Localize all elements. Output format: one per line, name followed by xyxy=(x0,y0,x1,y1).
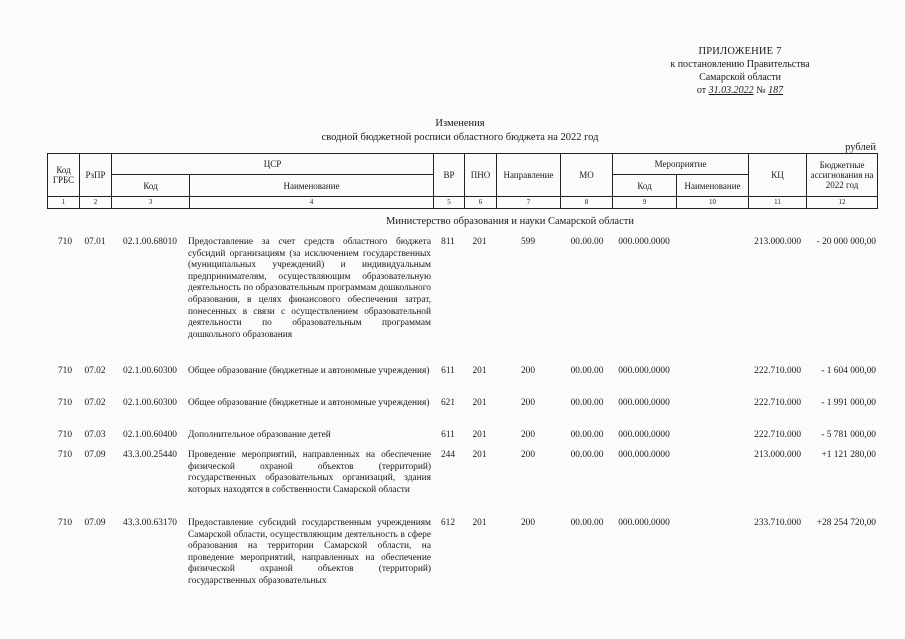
unit-label: рублей xyxy=(845,142,876,153)
column-number: 5 xyxy=(434,197,465,209)
cell-grbs: 710 xyxy=(57,237,73,247)
cell-kc: 233.710.000 xyxy=(754,518,801,528)
header-csr-name: Наименование xyxy=(190,175,434,197)
appendix-line2: Самарской области xyxy=(699,72,781,83)
document-title-line2: сводной бюджетной росписи областного бюджета на 2022 год xyxy=(321,132,599,143)
cell-kc: 213.000.000 xyxy=(754,450,801,460)
cell-event-code: 000.000.0000 xyxy=(618,366,670,376)
cell-pno: 201 xyxy=(472,450,487,460)
appendix-number-sign: № xyxy=(756,85,766,96)
header-event-code: Код xyxy=(613,175,677,197)
header-budget: Бюджетные ассигнования на 2022 год xyxy=(807,154,878,197)
header-vr: ВР xyxy=(434,154,465,197)
cell-csr-code: 02.1.00.60300 xyxy=(123,366,177,376)
cell-grbs: 710 xyxy=(57,398,73,408)
cell-direction: 599 xyxy=(520,237,536,247)
document-title-line1: Изменения xyxy=(435,118,485,129)
appendix-sign-prefix: от xyxy=(696,85,707,96)
appendix-block xyxy=(640,45,840,97)
column-number: 3 xyxy=(112,197,190,209)
column-number: 6 xyxy=(465,197,497,209)
cell-rzpr: 07.03 xyxy=(84,430,106,440)
appendix-line1: к постановлению Правительства xyxy=(670,59,810,70)
cell-vr: 621 xyxy=(440,398,456,408)
appendix-signature-line xyxy=(640,84,840,97)
cell-direction: 200 xyxy=(520,398,536,408)
cell-grbs: 710 xyxy=(57,518,73,528)
cell-mo: 00.00.00 xyxy=(570,430,604,440)
cell-direction: 200 xyxy=(520,518,536,528)
column-number: 1 xyxy=(48,197,80,209)
header-event: Мероприятие xyxy=(613,154,749,175)
cell-kc: 222.710.000 xyxy=(754,430,801,440)
cell-mo: 00.00.00 xyxy=(570,450,604,460)
header-mo: МО xyxy=(561,154,613,197)
document-title xyxy=(250,117,670,145)
cell-pno: 201 xyxy=(472,366,487,376)
cell-vr: 811 xyxy=(441,237,455,247)
cell-csr-name: Дополнительное образование детей xyxy=(188,430,331,440)
cell-kc: 213.000.000 xyxy=(754,237,801,247)
column-number: 12 xyxy=(807,197,878,209)
cell-mo: 00.00.00 xyxy=(570,237,604,247)
cell-kc: 222.710.000 xyxy=(754,366,801,376)
header-csr-code: Код xyxy=(112,175,190,197)
cell-kc: 222.710.000 xyxy=(754,398,801,408)
header-kc: КЦ xyxy=(749,154,807,197)
column-number: 10 xyxy=(677,197,749,209)
cell-csr-code: 02.1.00.68010 xyxy=(123,237,177,247)
cell-pno: 201 xyxy=(472,237,487,247)
cell-pno: 201 xyxy=(472,430,487,440)
cell-budget: - 20 000 000,00 xyxy=(816,237,876,247)
cell-csr-name: Общее образование (бюджетные и автономные учреждения) xyxy=(188,366,430,376)
cell-budget: - 1 991 000,00 xyxy=(821,398,876,408)
cell-budget: +28 254 720,00 xyxy=(816,518,876,528)
appendix-date: 31.03.2022 xyxy=(708,85,754,96)
cell-rzpr: 07.02 xyxy=(84,398,106,408)
cell-vr: 611 xyxy=(441,430,455,440)
cell-pno: 201 xyxy=(472,518,487,528)
column-number: 7 xyxy=(497,197,561,209)
header-rzpr: РзПР xyxy=(80,154,112,197)
cell-grbs: 710 xyxy=(57,450,73,460)
cell-pno: 201 xyxy=(472,398,487,408)
column-number: 8 xyxy=(561,197,613,209)
cell-budget: - 5 781 000,00 xyxy=(821,430,876,440)
cell-direction: 200 xyxy=(520,450,536,460)
cell-rzpr: 07.02 xyxy=(84,366,106,376)
cell-csr-code: 02.1.00.60300 xyxy=(123,398,177,408)
cell-csr-code: 43.3.00.63170 xyxy=(123,518,177,528)
cell-vr: 244 xyxy=(440,450,456,460)
appendix-number: 187 xyxy=(768,85,784,96)
column-number: 2 xyxy=(80,197,112,209)
header-csr: ЦСР xyxy=(112,154,434,175)
cell-event-code: 000.000.0000 xyxy=(618,450,670,460)
cell-direction: 200 xyxy=(520,366,536,376)
cell-vr: 612 xyxy=(440,518,456,528)
cell-grbs: 710 xyxy=(57,430,73,440)
cell-mo: 00.00.00 xyxy=(570,518,604,528)
cell-mo: 00.00.00 xyxy=(570,366,604,376)
cell-csr-code: 43.3.00.25440 xyxy=(123,450,177,460)
cell-event-code: 000.000.0000 xyxy=(618,398,670,408)
header-table xyxy=(47,153,878,209)
cell-budget: - 1 604 000,00 xyxy=(821,366,876,376)
cell-csr-name: Предоставление субсидий государственным учреждениям Самарской области, осуществляющим деятельность в сфере образования на территории Самарской области, на проведение мероприятий, направленных на обеспечение физической охраной объектов (территорий) государственных образовательных xyxy=(188,518,431,586)
header-event-name: Наименование xyxy=(677,175,749,197)
cell-csr-name: Проведение мероприятий, направленных на обеспечение физической охраной объектов (территорий) государственных образовательных организаций, здания которых находятся в собственности Самарской области xyxy=(188,450,431,495)
column-number: 11 xyxy=(749,197,807,209)
cell-rzpr: 07.09 xyxy=(84,450,106,460)
cell-csr-code: 02.1.00.60400 xyxy=(123,430,177,440)
cell-csr-name: Предоставление за счет средств областного бюджета субсидий организациям (за исключением государственных (муниципальных учреждений) и индивидуальным предпринимателям, осуществляющим образовательную деятельность по образовательным программам дошкольного образования, в целях финансового обеспечения затрат, понесенных в связи с осуществлением образовательной деятельности по образовательным программам дошкольного образования xyxy=(188,237,431,340)
header-grbs: Код ГРБС xyxy=(48,154,80,197)
column-number: 9 xyxy=(613,197,677,209)
cell-mo: 00.00.00 xyxy=(570,398,604,408)
cell-rzpr: 07.09 xyxy=(84,518,106,528)
header-pno: ПНО xyxy=(465,154,497,197)
ministry-heading: Министерство образования и науки Самарской области xyxy=(386,216,634,227)
header-direction: Направление xyxy=(497,154,561,197)
cell-vr: 611 xyxy=(441,366,455,376)
cell-event-code: 000.000.0000 xyxy=(618,518,670,528)
column-number: 4 xyxy=(190,197,434,209)
cell-rzpr: 07.01 xyxy=(84,237,106,247)
cell-csr-name: Общее образование (бюджетные и автономные учреждения) xyxy=(188,398,430,408)
cell-event-code: 000.000.0000 xyxy=(618,430,670,440)
cell-event-code: 000.000.0000 xyxy=(618,237,670,247)
appendix-title: ПРИЛОЖЕНИЕ 7 xyxy=(698,46,782,57)
cell-direction: 200 xyxy=(520,430,536,440)
cell-budget: +1 121 280,00 xyxy=(821,450,876,460)
cell-grbs: 710 xyxy=(57,366,73,376)
